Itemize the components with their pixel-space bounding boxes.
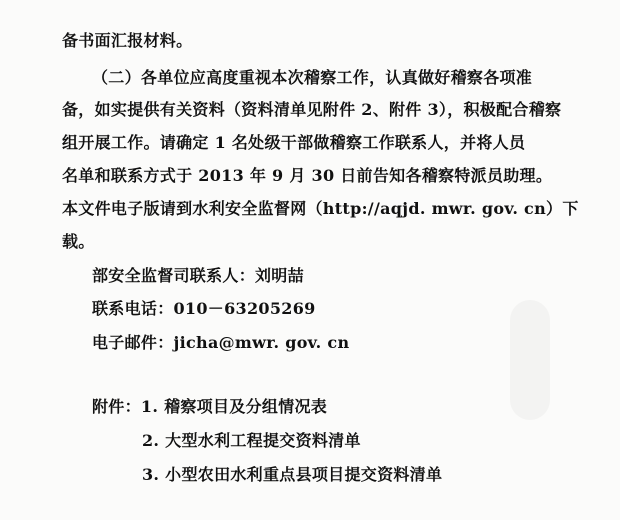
body-line-1: 备书面汇报材料。 (62, 31, 193, 50)
attachment-item-1: 附件：1. 稽察项目及分组情况表 (92, 397, 328, 416)
body-line-5: 名单和联系方式于 2013 年 9 月 30 日前告知各稽察特派员助理。 (62, 166, 553, 185)
contact-phone: 联系电话：010－63205269 (92, 299, 316, 318)
body-line-7: 载。 (62, 232, 95, 251)
body-line-2: （二）各单位应高度重视本次稽察工作，认真做好稽察各项准 (92, 68, 533, 87)
contact-person: 部安全监督司联系人：刘明喆 (92, 266, 304, 285)
contact-email: 电子邮件：jicha@mwr. gov. cn (92, 333, 350, 352)
body-line-6: 本文件电子版请到水利安全监督网（http://aqjd. mwr. gov. cn）下 (62, 199, 579, 218)
attachment-item-2: 2. 大型水利工程提交资料清单 (142, 431, 361, 450)
paper-smudge (510, 300, 550, 420)
body-line-3: 备，如实提供有关资料（资料清单见附件 2、附件 3），积极配合稽察 (62, 100, 562, 119)
body-line-4: 组开展工作。请确定 1 名处级干部做稽察工作联系人，并将人员 (62, 133, 526, 152)
attachment-item-3: 3. 小型农田水利重点县项目提交资料清单 (142, 465, 443, 484)
